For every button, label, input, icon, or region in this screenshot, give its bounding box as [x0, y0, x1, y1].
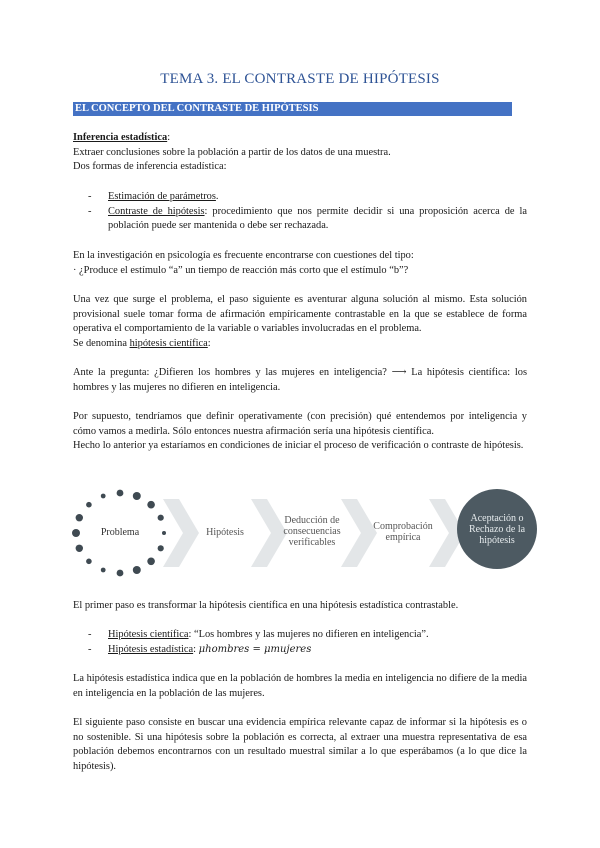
forms-list: [73, 190, 527, 234]
hypotheses-list: [73, 628, 527, 657]
decorative-dot: [117, 490, 124, 497]
stat-paragraph: La hipótesis estadística indica que en la población de hombres la media en inteligencia no difiere de la media en inteligencia en la población de las mujeres.: [73, 673, 527, 699]
decorative-dot: [72, 529, 80, 537]
decorative-dot: [101, 568, 106, 573]
step-problem-label: Problema: [100, 527, 140, 538]
process-diagram: [65, 483, 535, 591]
hypothesis-formula: μhombres = μmujeres: [198, 643, 312, 655]
intro-heading: Inferencia estadística: [73, 132, 168, 143]
verification-paragraph: Hecho lo anterior ya estaríamos en condiciones de iniciar el proceso de verificación o contraste de hipótesis.: [73, 440, 524, 452]
decorative-dot: [101, 494, 106, 499]
list-item: - Contraste de hipótesis: procedimiento que nos permite decidir si una proposición acerca de la población puede ser mantenida o debe ser rechazada.: [88, 205, 527, 232]
form-term: Contraste de hipótesis: [108, 205, 205, 217]
problem-paragraph: Una vez que surge el problema, el paso siguiente es aventurar alguna solución al mismo. Esta solución provisional suele tomar forma de afirmación empíricamente contrastable en la que se establece de forma operativa el comportamiento de la variable o variables involucradas en el problema.: [73, 294, 527, 335]
decorative-dot: [147, 501, 155, 509]
list-item: - Hipótesis estadística: μhombres = μmujeres: [88, 643, 312, 655]
list-item: - Hipótesis científica: “Los hombres y las mujeres no difieren en inteligencia”.: [88, 629, 429, 640]
step-empirical-label: Comprobación empírica: [373, 521, 433, 543]
decorative-dot: [117, 570, 124, 577]
step-acceptance-label: Aceptación o Rechazo de la hipótesis: [468, 512, 526, 546]
page-title: TEMA 3. EL CONTRASTE DE HIPÓTESIS: [160, 71, 440, 87]
next-step-paragraph: El siguiente paso consiste en buscar una evidencia empírica relevante capaz de informar si la hipótesis es o no sostenible. Si una hipótesis sobre la población es correcta, al extraer una muestra representativa de esa población debemos encontrarnos con un resultado muestral similar a lo que esperábamos (a lo que dice la hipótesis).: [73, 717, 527, 772]
denomina-term: hipótesis científica: [129, 337, 208, 349]
intro-line-2: Dos formas de inferencia estadística:: [73, 161, 227, 173]
step-deduction-label: Deducción de consecuencias verificables: [283, 515, 341, 548]
hypothesis-term: Hipótesis estadística: [108, 643, 194, 655]
decorative-dot: [133, 566, 141, 574]
intro-colon: :: [167, 132, 171, 143]
form-text: : procedimiento que nos permite decidir si una proposición acerca de la población puede ser mantenida o debe ser rechazada.: [108, 205, 527, 232]
hypothesis-text: : “Los hombres y las mujeres no difieren en inteligencia”.: [188, 629, 429, 640]
psych-line-1: En la investigación en psicología es frecuente encontrarse con cuestiones del tipo:: [73, 250, 414, 261]
problem-block: [73, 293, 527, 351]
psych-block: [73, 249, 527, 278]
decorative-dot: [86, 559, 92, 565]
intro-block: [73, 131, 527, 175]
denomina-prefix: Se denomina: [73, 337, 130, 349]
first-step-paragraph: El primer paso es transformar la hipótesis científica en una hipótesis estadística contrastable.: [73, 600, 459, 611]
list-item: - Estimación de parámetros.: [88, 191, 219, 202]
psych-line-2: · ¿Produce el estímulo “a” un tiempo de reacción más corto que el estímulo “b”?: [73, 264, 409, 276]
denomina-suffix: :: [207, 337, 211, 349]
operative-block: [73, 410, 527, 454]
intro-line-1: Extraer conclusiones sobre la población a partir de los datos de una muestra.: [73, 146, 391, 158]
decorative-dot: [86, 502, 92, 508]
step-hypothesis-label: Hipótesis: [206, 527, 244, 538]
decorative-dot: [147, 558, 155, 566]
hypothesis-text: :: [193, 643, 199, 655]
decorative-dot: [76, 514, 83, 521]
step-acceptance-circle: [457, 489, 537, 569]
decorative-dot: [133, 492, 141, 500]
question-paragraph: Ante la pregunta: ¿Difieren los hombres y las mujeres en inteligencia? ⟶ La hipótesis científica: los hombres y las mujeres no difieren en inteligencia.: [73, 367, 527, 393]
hypothesis-term: Hipótesis científica: [108, 629, 189, 640]
operative-paragraph: Por supuesto, tendríamos que definir operativamente (con precisión) qué entendemos por inteligencia y cómo vamos a medirla. Sólo entonces nuestra afirmación sería una hipótesis científica.: [73, 411, 527, 437]
section-heading: EL CONCEPTO DEL CONTRASTE DE HIPÓTESIS: [73, 102, 512, 116]
form-text: .: [215, 191, 219, 202]
decorative-dot: [76, 545, 83, 552]
form-term: Estimación de parámetros: [108, 191, 216, 202]
